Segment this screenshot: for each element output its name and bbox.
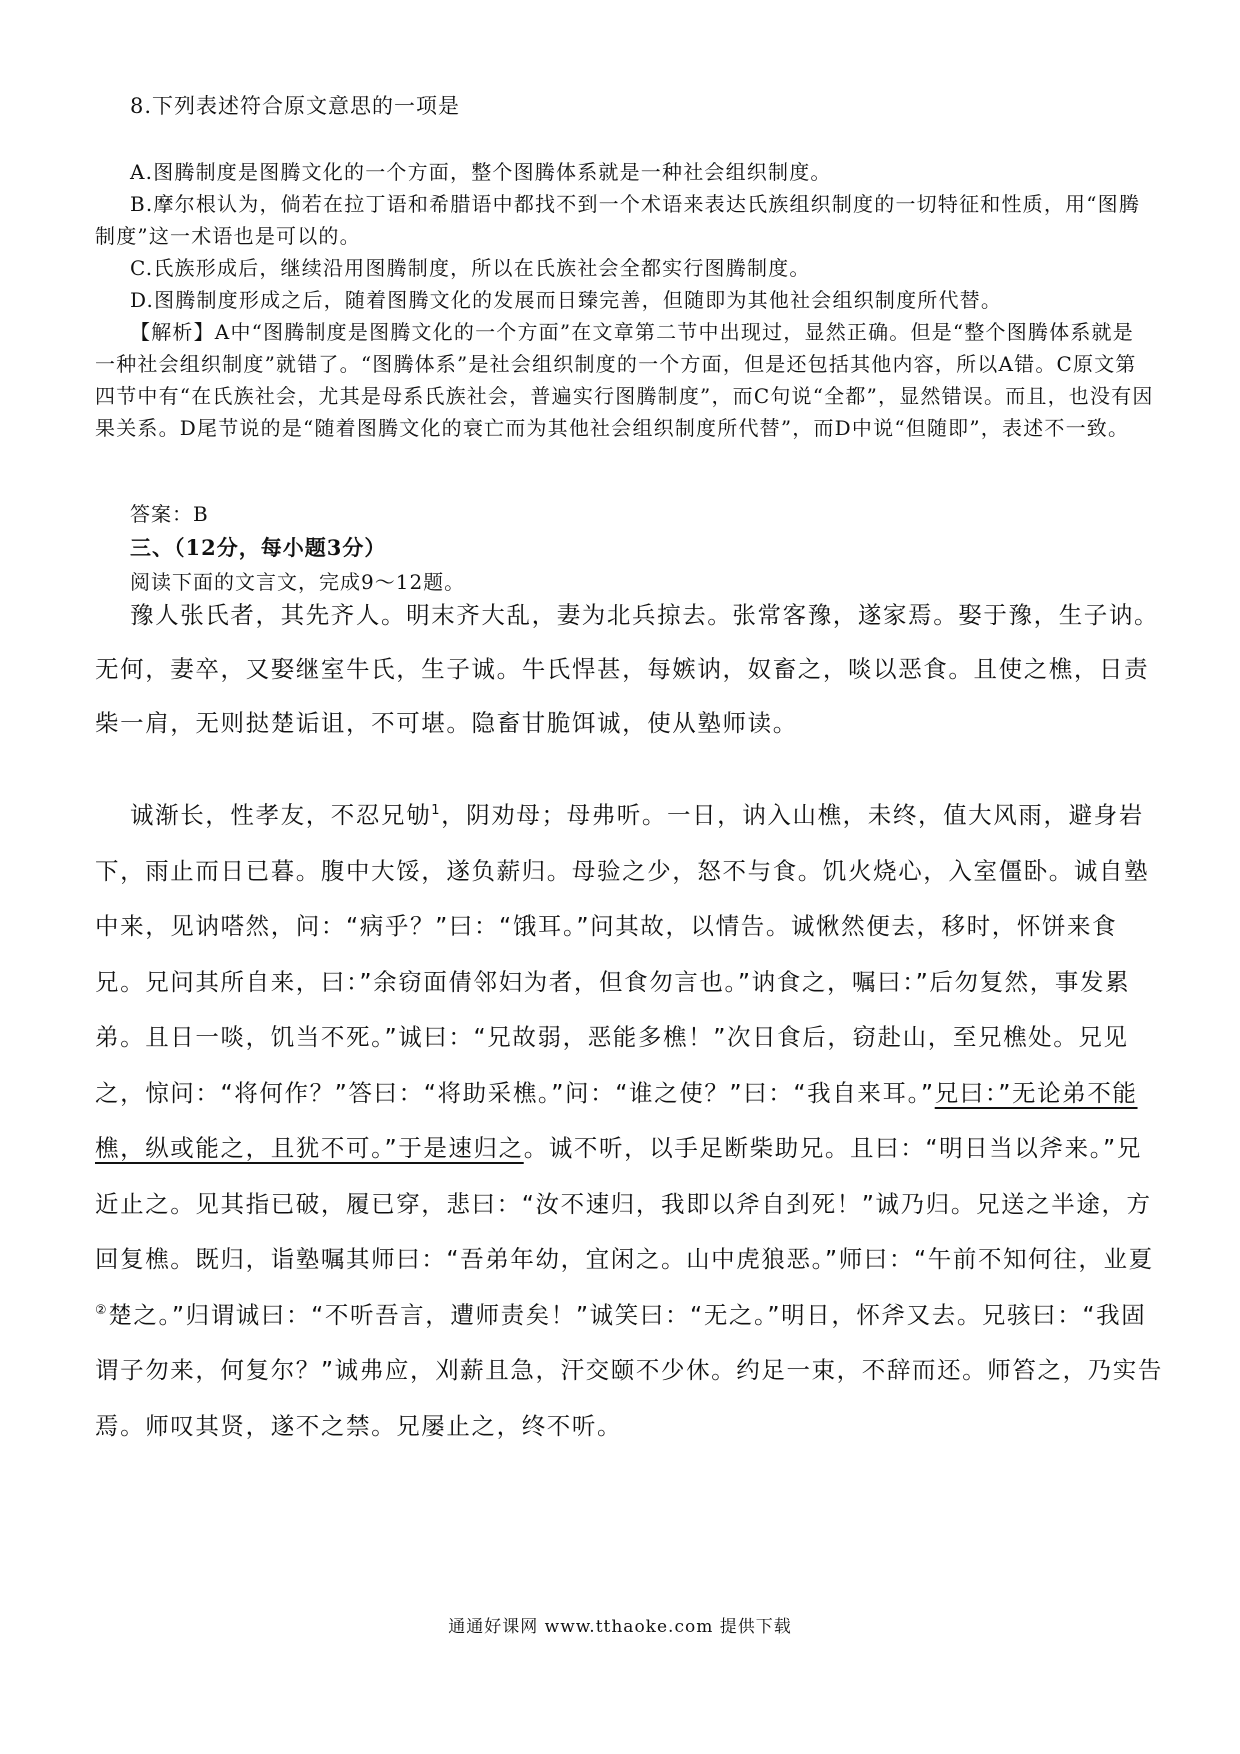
passage-paragraph-2 xyxy=(95,788,1165,1454)
analysis-text: 【解析】A中“图腾制度是图腾文化的一个方面”在文章第二节中出现过，显然正确。但是“整个图腾体系就是一种社会组织制度”就错了。“图腾体系”是社会组织制度的一个方面，但是还包括其他内容，所以A错。C原文第四节中有“在氏族社会，尤其是母系氏族社会，普遍实行图腾制度”，而C句说“全都”，显然错误。而且，也没有因果关系。D尾节说的是“随着图腾文化的衰亡而为其他社会组织制度所代替”，而D中说“但随即”，表述不一致。 xyxy=(95,320,1154,440)
question-options xyxy=(95,156,1155,444)
answer-line: 答案：B xyxy=(130,502,209,526)
option-b: B.摩尔根认为，倘若在拉丁语和希腊语中都找不到一个术语来表达氏族组织制度的一切特征和性质，用“图腾制度”这一术语也是可以的。 xyxy=(95,192,1141,248)
option-a: A.图腾制度是图腾文化的一个方面，整个图腾体系就是一种社会组织制度。 xyxy=(130,160,832,184)
question-title: 8.下列表述符合原文意思的一项是 xyxy=(130,94,461,118)
page-footer: 通通好课网 www.tthaoke.com 提供下载 xyxy=(448,1617,792,1637)
passage-paragraph-1 xyxy=(95,588,1165,750)
passage-text-2a: 诚渐长，性孝友，不忍兄劬 xyxy=(130,801,432,829)
section-instruction: 阅读下面的文言文，完成9～12题。 xyxy=(130,570,466,594)
option-d: D.图腾制度形成之后，随着图腾文化的发展而日臻完善，但随即为其他社会组织制度所代替。 xyxy=(130,288,1003,312)
footnote-marker-2: ② xyxy=(95,1302,109,1318)
option-c: C.氏族形成后，继续沿用图腾制度，所以在氏族社会全都实行图腾制度。 xyxy=(130,256,811,280)
section-heading: 三、（12分，每小题3分） xyxy=(130,535,387,560)
passage-text-1: 豫人张氏者，其先齐人。明末齐大乱，妻为北兵掠去。张常客豫，遂家焉。娶于豫，生子讷。无何，妻卒，又娶继室牛氏，生子诚。牛氏悍甚，每嫉讷，奴畜之，啖以恶食。且使之樵，日责柴一肩，无则挞楚诟诅，不可堪。隐畜甘脆饵诚，使从塾师读。 xyxy=(95,601,1160,737)
passage-text-2d: 楚之。”归谓诚曰：“不听吾言，遭师责矣！”诚笑曰：“无之。”明日，怀斧又去。兄骇曰：“我固谓子勿来，何复尔？”诚弗应，刈薪且急，汗交颐不少休。约足一束，不辞而还。师笞之，乃实告焉。师叹其贤，遂不之禁。兄屡止之，终不听。 xyxy=(95,1300,1163,1440)
passage-text-2b: ，阴劝母；母弗听。一日，讷入山樵，未终，值大风雨，避身岩下，雨止而日已暮。腹中大馁，遂负薪归。母验之少，怒不与食。饥火烧心，入室僵卧。诚自塾中来，见讷嗒然，问：“病乎？”曰：“饿耳。”问其故，以情告。诚愀然便去，移时，怀饼来食兄。兄问其所自来，曰：”余窃面倩邻妇为者，但食勿言也。”讷食之，嘱曰：”后勿复然，事发累弟。且日一啖，饥当不死。”诚曰：“兄故弱，恶能多樵！”次日食后，窃赴山，至兄樵处。兄见之，惊问：“将何作？”答曰：“将助采樵。”问：“谁之使？”曰：“我自来耳。” xyxy=(95,801,1150,1107)
footnote-marker-1: 1 xyxy=(431,803,442,819)
underlined-sentence: 兄曰：”无论弟不能樵，纵或能之，且犹不可。”于是速归之 xyxy=(95,1078,1138,1162)
passage-text-2c: 。诚不听，以手足断柴助兄。且曰：“明日当以斧来。”兄近止之。见其指已破，履已穿，悲曰：“汝不速归，我即以斧自刭死！”诚乃归。兄送之半途，方回复樵。既归，诣塾嘱其师曰：“吾弟年幼，宜闲之。山中虎狼恶。”师曰：“午前不知何往，业夏 xyxy=(95,1134,1154,1273)
